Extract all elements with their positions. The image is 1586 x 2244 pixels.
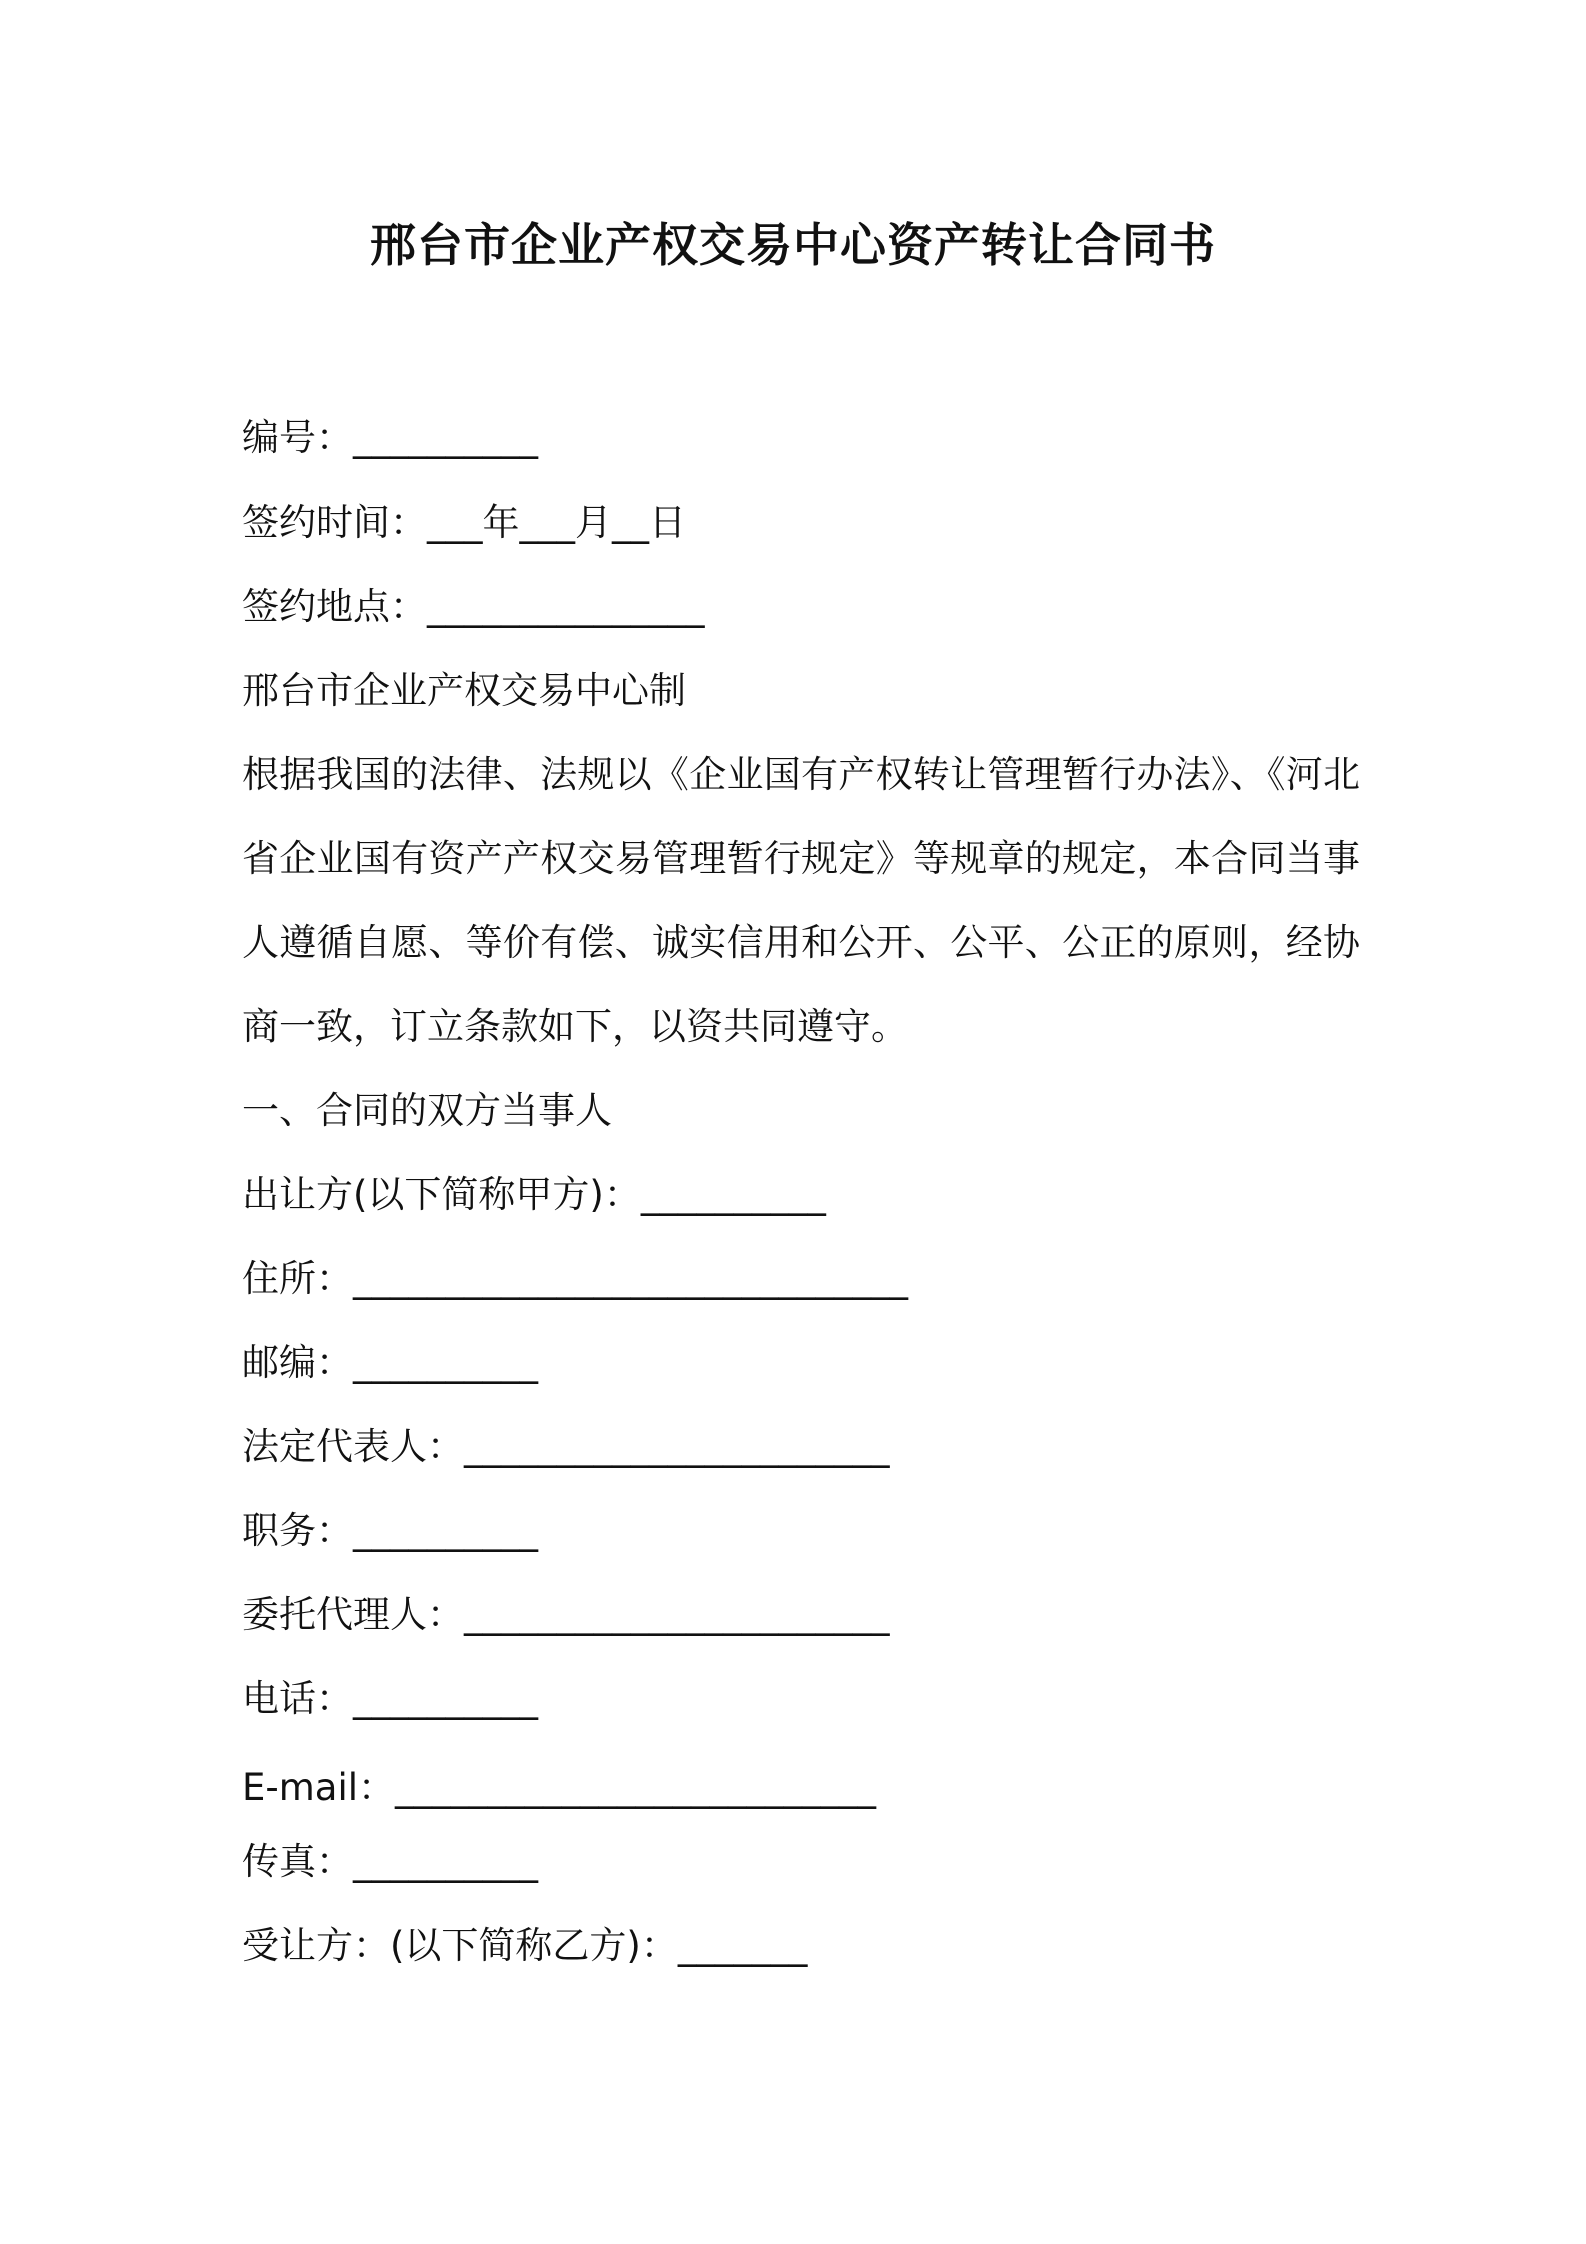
- position-field: 职务：__________: [242, 1509, 538, 1552]
- legal-representative-field: 法定代表人：_______________________: [242, 1425, 890, 1468]
- agent-field: 委托代理人：_______________________: [242, 1593, 890, 1636]
- fax-field: 传真：__________: [242, 1840, 538, 1883]
- transferor-field: 出让方(以下简称甲方)：__________: [242, 1173, 826, 1216]
- phone-field: 电话：__________: [242, 1677, 538, 1720]
- issuer-line: 邢台市企业产权交易中心制: [242, 669, 686, 712]
- sign-place-line: 签约地点：_______________: [242, 585, 705, 628]
- section-heading-parties: 一、合同的双方当事人: [242, 1089, 612, 1132]
- preamble-paragraph: 根据我国的法律、法规以《企业国有产权转让管理暂行办法》、《河北省企业国有资产产权交易管理暂行规定》等规章的规定，本合同当事人遵循自愿、等价有偿、诚实信用和公开、公平、公正的原则，经协商一致，订立条款如下，以资共同遵守。: [242, 753, 1360, 1048]
- contract-number-line: 编号：__________: [242, 416, 538, 459]
- postcode-field: 邮编：__________: [242, 1341, 538, 1384]
- transferee-field: 受让方：(以下简称乙方)：_______: [242, 1924, 808, 1967]
- address-field: 住所：______________________________: [242, 1257, 908, 1300]
- email-field: E-mail：__________________________: [242, 1766, 877, 1809]
- sign-date-line: 签约时间：___年___月__日: [242, 501, 686, 544]
- document-title: 邢台市企业产权交易中心资产转让合同书: [370, 218, 1216, 272]
